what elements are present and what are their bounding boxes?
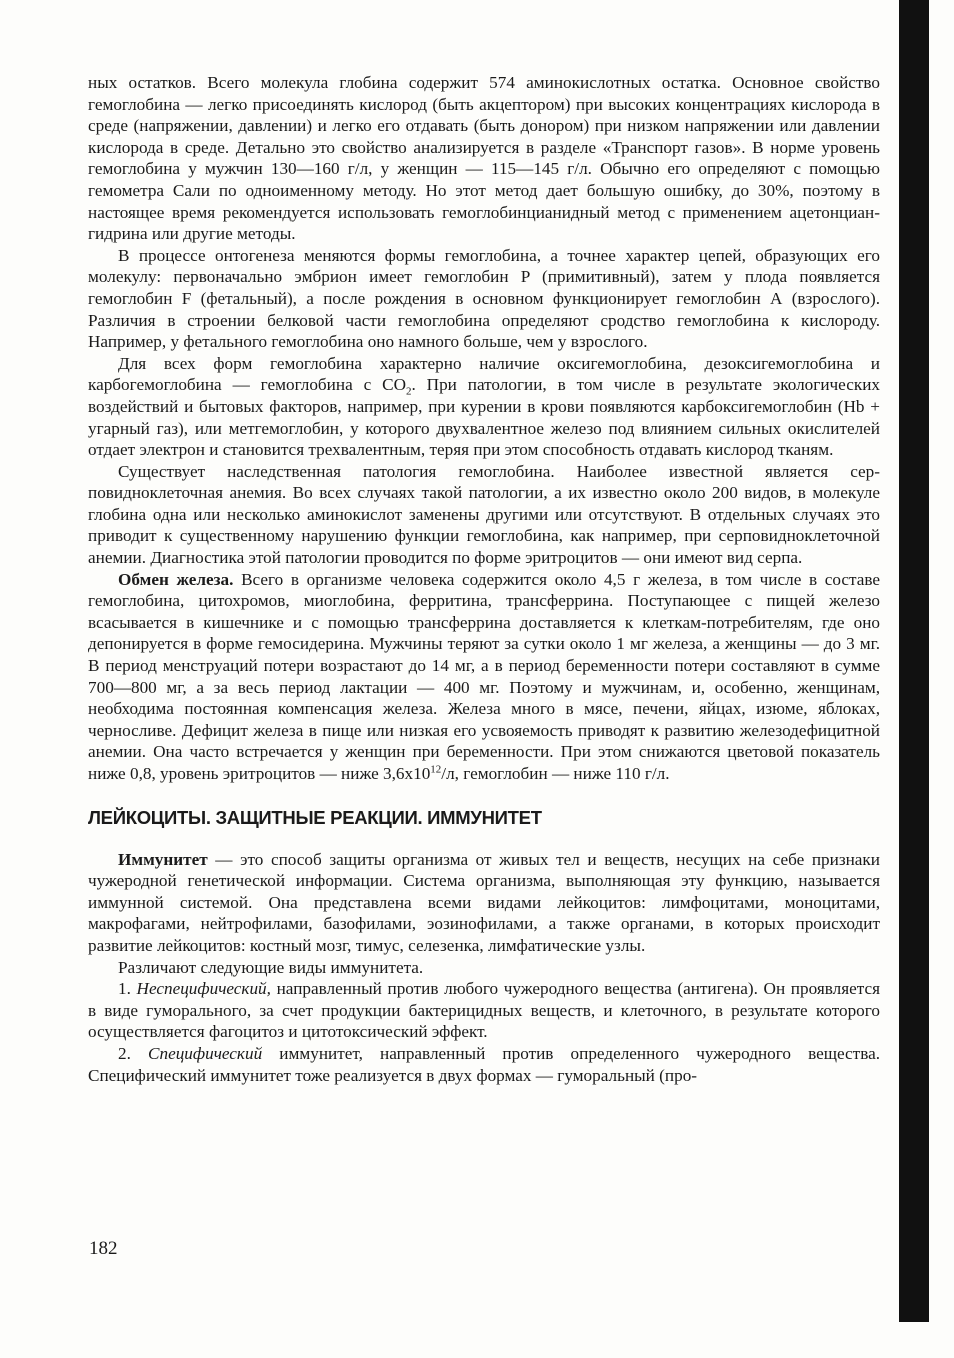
paragraph-immunity-types: Различают следующие виды иммунитета. [118,957,424,977]
subscript: 2 [405,385,412,398]
page-number: 182 [89,1238,118,1259]
bold-term: Иммунитет [118,849,208,869]
text-run: Всего в организме человека содержится около 4,5 г железа, в том числе в составе гемоглобина, цитохромов, миоглобина, ферритина, трансферрина. Поступающее с пищей железо всасывается в кишечнике и с помощью трансферрина доставляется к клеткам-потребителям, где оно депонируется в форме гемосидерина. Мужчины теряют за сутки около 1 мг железа, а женщины — до 3 мг. В период менструаций потери возрастают до 14 мг, а в период беременности потери составляют в сумме 700—800 мг, а за весь период лактации — 400 мг. Поэтому и мужчинам, и, особенно, женщинам, необходима постоянная компенсация железа. Железа много в мясе, печени, яйцах, изюме, яблоках, черносливе. Дефицит железа в пище или низкая его усвояемость приводят к развитию железодефицитной анемии. Она часто встречается у женщин при беременности. При этом снижаются цветовой показатель ниже 0,8, уровень эритроцитов — ниже 3,6х10 [88,569,880,783]
scan-edge-shadow [899,0,929,1322]
list-number: 1. [118,979,137,999]
italic-term: Неспецифический, [136,979,271,999]
paragraph-nonspecific [88,978,880,1043]
page-text-column [88,72,880,1086]
paragraph-iron-exchange [88,569,880,785]
text-run: . При патологии, в том числе в результате экологических воздействий и бытовых факторов, например, при курении в крови появляются карбоксигемоглобин (Hb + угарный газ), или метгемоглобин, у которого двухвалентное железо под влиянием сильных окислителей отдает электрон и становится трехвалентным, теряя при этом способность отдавать кислород тканям. [88,375,880,460]
paragraph-specific [88,1043,880,1086]
paragraph-globin: ных остатков. Всего молекула глобина содержит 574 аминокислотных остатка. Основное свойство гемоглобина — легко присоединять кислород (быть акцептором) при высоких концентрациях кислорода в среде (напряжении, давлении) и легко его отдавать (быть донором) при низком напряжении или давлении кислорода в среде. Детально это свойство анализируется в разделе «Транспорт газов». В норме уровень гемоглобина у мужчин 130—160 г/л, у женщин — 115—145 г/л. Обычно его определяют с помощью гемометра Сали по одноименному методу. Но этот метод дает большую ошибку, до 30%, поэтому в настоящее время рекомендуется использовать гемоглобинцианидный метод с применением ацетонциангидрина или другие методы. [88,73,880,244]
list-number: 2. [118,1043,149,1063]
text-run: иммунитет, направленный против определенного чужеродного вещества. Специфический иммунитет тоже реализуется в двух формах — гуморальный (про- [88,1043,881,1085]
text-run: — это способ защиты организма от живых тел и веществ, несущих на себе признаки чужеродной генетической информации. Система организма, выполняющая эту функцию, называется иммунной системой. Она представлена всеми видами лейкоцитов: лимфоцитами, моноцитами, макрофагами, нейтрофилами, базофилами, эозинофилами, а также органами, в которых происходит развитие лейкоцитов: костный мозг, тимус, селезенка, лимфатические узлы. [88,849,880,955]
text-run: Для всех форм гемоглобина характерно наличие оксигемоглобина, дезоксигемоглобина и карбогемоглобина — гемоглобина с CO [88,353,880,395]
paragraph-hereditary-pathology: Существует наследственная патология гемоглобина. Наиболее известной является серповидноклеточная анемия. Во всех случаях такой патологии, а их известно около 200 видов, в молекуле глобина одна или несколько аминокислот заменены другими или отсутствуют. В отдельных случаях это приводит к существенному нарушению функции гемоглобина, как например, при серповидноклеточной анемии. Диагностика этой патологии проводится по форме эритроцитов — они имеют вид серпа. [88,461,880,568]
section-heading: ЛЕЙКОЦИТЫ. ЗАЩИТНЫЕ РЕАКЦИИ. ИММУНИТЕТ [88,806,542,828]
paragraph-immunity [88,849,880,957]
text-run: направленный против любого чужеродного вещества (антигена). Он проявляется в виде гуморального, за счет продукции бактерицидных веществ, и клеточного, в результате которого осуществляется фагоцитоз и цитотоксический эффект. [88,979,881,1042]
bold-term: Обмен железа. [118,569,234,589]
superscript: 12 [430,763,442,776]
paragraph-ontogenesis: В процессе онтогенеза меняются формы гемоглобина, а точнее характер цепей, образующих его молекулу: первоначально эмбрион имеет гемоглобин P (примитивный), затем у плода появляется гемоглобин F (фетальный), а после рождения в основном функционирует гемоглобин А (взрослого). Различия в строении белковой части гемоглобина определяют сродство гемоглобина к кислороду. Например, у фетального гемоглобина оно намного больше, чем у взрослого. [88,245,880,352]
paragraph-hemoglobin-forms [88,353,880,461]
italic-term: Специфический [148,1043,263,1063]
text-run: /л, гемоглобин — ниже 110 г/л. [441,764,670,783]
